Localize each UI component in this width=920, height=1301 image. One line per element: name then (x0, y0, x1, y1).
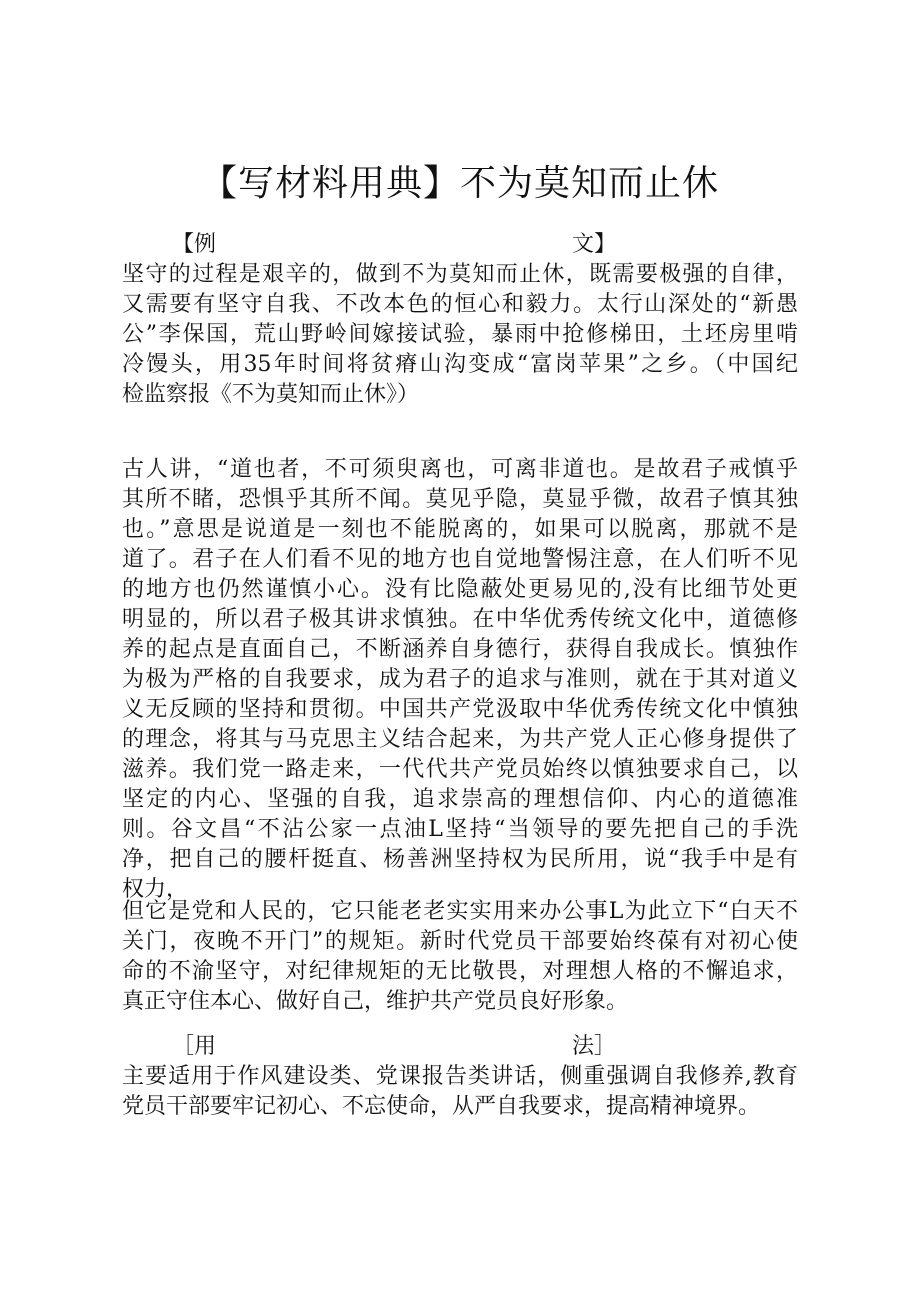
paragraph-line: 真正守住本心、做好自己，维护共产党员良好形象。 (122, 989, 629, 1014)
paragraph-line: 命的不渝坚守，对纪律规矩的无比敬畏，对理想人格的不懈追求， (122, 959, 798, 984)
document-title: 【写材料用典】不为莫知而止休 (200, 163, 719, 204)
usage-section-label (122, 1032, 798, 1062)
paragraph-line: 公”李保国，荒山野岭间嫁接试验，暴雨中抢修梯田，土坯房里啃 (122, 322, 798, 347)
example-label-left: 【例 (172, 232, 217, 257)
paragraph-line: 也。”意思是说道是一刻也不能脱离的，如果可以脱离，那就不是 (122, 517, 798, 542)
paragraph-line: 权力， (122, 877, 189, 902)
paragraph-line: 但它是党和人民的，它只能老老实实用来办公事L为此立下“白天不 (122, 899, 798, 924)
continuation-paragraph (122, 897, 798, 1017)
paragraph-line: 净，把自己的腰杆挺直、杨善洲坚持权为民所用，说“我手中是有 (122, 847, 798, 872)
paragraph-line: 的地方也仍然谨慎小心。没有比隐蔽处更易见的,没有比细节处更 (122, 577, 798, 602)
example-label-right: 文】 (571, 232, 616, 257)
paragraph-line: 明显的，所以君子极其讲求慎独。在中华优秀传统文化中，道德修 (122, 607, 798, 632)
paragraph-line: 其所不睹，恐惧乎其所不闻。莫见乎隐，莫显乎微，故君子慎其独 (122, 487, 798, 512)
paragraph-line: 养的起点是直面自己，不断涵养自身德行，获得自我成长。慎独作 (122, 637, 798, 662)
usage-paragraph (122, 1062, 798, 1122)
paragraph-line: 党员干部要牢记初心、不忘使命，从严自我要求，提高精神境界。 (122, 1094, 761, 1119)
paragraph-line: 主要适用于作风建设类、党课报告类讲话，侧重强调自我修养,教育 (122, 1064, 798, 1089)
paragraph-line: 冷馒头，用35年时间将贫瘠山沟变成“富岗苹果”之乡。（中国纪 (122, 352, 798, 377)
paragraph-line: 义无反顾的坚持和贯彻。中国共产党汲取中华优秀传统文化中慎独 (122, 697, 798, 722)
paragraph-line: 古人讲，“道也者，不可须臾离也，可离非道也。是故君子戒慎乎 (122, 457, 798, 482)
paragraph-line: 滋养。我们党一路走来，一代代共产党员始终以慎独要求自己，以 (122, 757, 798, 782)
paragraph-line: 坚定的内心、坚强的自我，追求崇高的理想信仰、内心的道德准 (122, 787, 798, 812)
paragraph-line: 坚守的过程是艰辛的，做到不为莫知而止休，既需要极强的自律， (122, 262, 798, 287)
example-section-label (122, 230, 798, 260)
paragraph-line: 则。谷文昌“不沾公家一点油L坚持“当领导的要先把自己的手洗 (122, 817, 798, 842)
usage-label-left: ［用 (172, 1034, 217, 1059)
paragraph-line: 为极为严格的自我要求，成为君子的追求与准则，就在于其对道义 (122, 667, 798, 692)
paragraph-line: 检监察报《不为莫知而止休》） (122, 382, 420, 407)
explanation-paragraph (122, 455, 798, 905)
paragraph-line: 的理念，将其与马克思主义结合起来，为共产党人正心修身提供了 (122, 727, 798, 752)
paragraph-line: 又需要有坚守自我、不改本色的恒心和毅力。太行山深处的“新愚 (122, 292, 798, 317)
paragraph-line: 关门，夜晚不开门”的规矩。新时代党员干部要始终葆有对初心使 (122, 929, 798, 954)
paragraph-line: 道了。君子在人们看不见的地方也自觉地警惕注意，在人们听不见 (122, 547, 798, 572)
example-paragraph (122, 260, 798, 410)
usage-label-right: 法］ (571, 1034, 616, 1059)
